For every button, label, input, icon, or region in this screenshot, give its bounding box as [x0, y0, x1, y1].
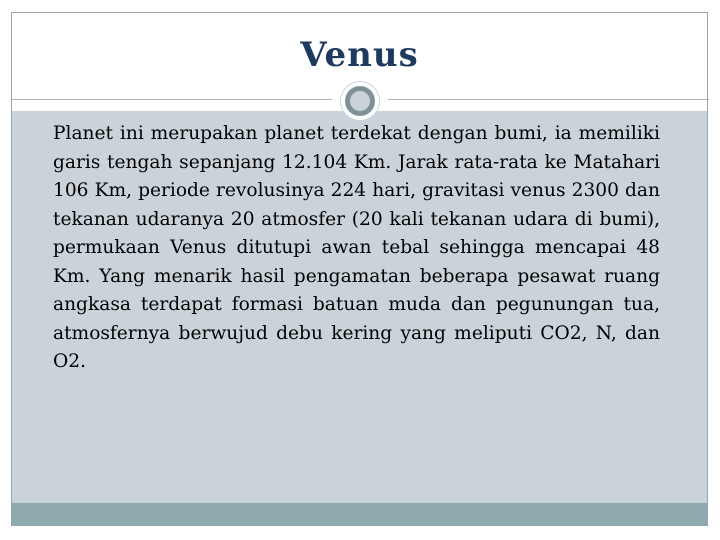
title-divider-right [388, 99, 709, 100]
slide-title: Venus [300, 35, 419, 75]
footer-bar [12, 503, 707, 526]
ring-ornament-icon [341, 82, 379, 120]
slide-body-text: Planet ini merupakan planet terdekat dengan bumi, ia memiliki garis tengah sepanjang 12.104 Km. Jarak rata-rata ke Matahari 106 Km, periode revolusinya 224 hari, gravitasi venus 2300 dan tekanan udaranya 20 atmosfer (20 kali tekanan udara di bumi), permukaan Venus ditutupi awan tebal sehingga mencapai 48 Km. Yang menarik hasil pengamatan beberapa pesawat ruang angkasa terdapat formasi batuan muda dan pegunungan tua, atmosfernya berwujud debu kering yang meliputi CO2, N, dan O2. [53, 123, 660, 372]
ring-inner [345, 86, 375, 116]
title-divider-left [12, 99, 332, 100]
